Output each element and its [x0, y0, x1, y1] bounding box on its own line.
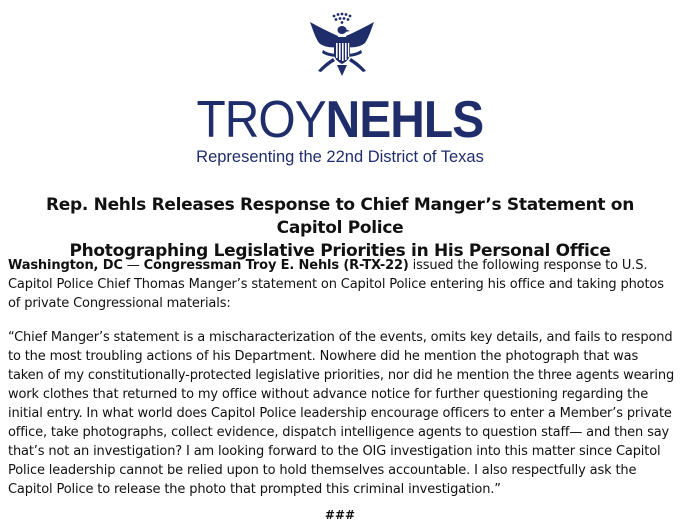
letterhead-name [0, 91, 680, 149]
eagle-seal-icon [305, 10, 379, 84]
dateline-speaker: Congressman Troy E. Nehls (R-TX-22) [143, 258, 409, 273]
statement-quote: “Chief Manger’s statement is a mischaracterization of the events, omits key details, and fails to respond to the most troubling actions of his Department. Nowhere did he mention the photograph that was taken of my constitutionally-protected legislative priorities, nor did he mention the three agents wearing work clothes that returned to my office without advance notice for further questioning regarding the initial entry. In what world does Capitol Police leadership encourage officers to enter a Member’s private office, take photographs, collect evidence, dispatch intelligence agents to question staff— and then say that’s not an investigation? I am looking forward to the OIG investigation into this matter since Capitol Police leadership cannot be relied upon to hold themselves accountable. I also respectfully ask the Capitol Police to release the photo that prompted this criminal investigation.” [8, 330, 675, 497]
dateline-location: Washington, DC [8, 258, 123, 273]
headline-line-2: Photographing Legislative Priorities in His Personal Office [69, 241, 611, 261]
dateline-text: issued the following response to U.S. Capitol Police Chief Thomas Manger’s statement on Capitol Police entering his office and taking photos of private Congressional materials: [8, 258, 664, 311]
name-last: NEHLS [325, 91, 484, 149]
name-first: TROY [196, 91, 326, 149]
press-release-headline [20, 194, 660, 263]
letterhead-tagline: Representing the 22nd District of Texas [196, 148, 484, 166]
dateline-paragraph [8, 256, 676, 313]
dateline-dash: — [122, 258, 144, 273]
headline-line-1: Rep. Nehls Releases Response to Chief Manger’s Statement on Capitol Police [45, 195, 634, 238]
end-mark: ### [324, 508, 356, 522]
